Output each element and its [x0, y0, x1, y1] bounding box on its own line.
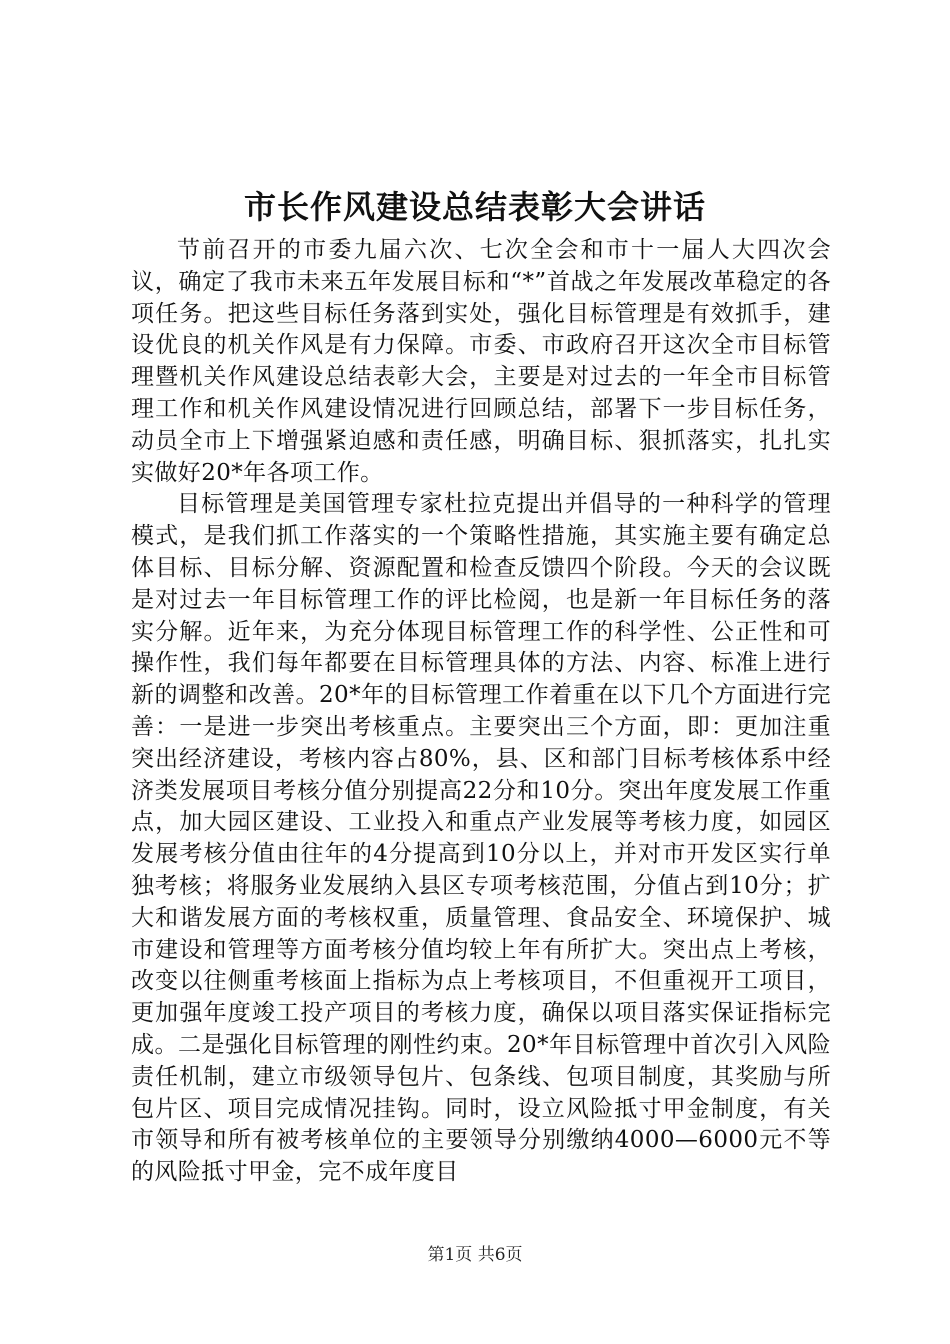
paragraph-1: 节前召开的市委九届六次、七次全会和市十一届人大四次会议，确定了我市未来五年发展目标和“*”首战之年发展改革稳定的各项任务。把这些目标任务落到实处，强化目标管理是有效抓手，建设优良的机关作风是有力保障。市委、市政府召开这次全市目标管理暨机关作风建设总结表彰大会，主要是对过去的一年全市目标管理工作和机关作风建设情况进行回顾总结，部署下一步目标任务，动员全市上下增强紧迫感和责任感，明确目标、狠抓落实，扎扎实实做好20*年各项工作。	[131, 237, 831, 486]
page-number: 第1页 共6页	[427, 1245, 523, 1265]
paragraph-2: 目标管理是美国管理专家杜拉克提出并倡导的一种科学的管理模式，是我们抓工作落实的一个策略性措施，其实施主要有确定总体目标、目标分解、资源配置和检查反馈四个阶段。今天的会议既是对过去一年目标管理工作的评比检阅，也是新一年目标任务的落实分解。近年来，为充分体现目标管理工作的科学性、公正性和可操作性，我们每年都要在目标管理具体的方法、内容、标准上进行新的调整和改善。20*年的目标管理工作着重在以下几个方面进行完善：一是进一步突出考核重点。主要突出三个方面，即：更加注重突出经济建设，考核内容占80%，县、区和部门目标考核体系中经济类发展项目考核分值分别提高22分和10分。突出年度发展工作重点，加大园区建设、工业投入和重点产业发展等考核力度，如园区发展考核分值由往年的4分提高到10分以上，并对市开发区实行单独考核；将服务业发展纳入县区专项考核范围，分值占到10分；扩大和谐发展方面的考核权重，质量管理、食品安全、环境保护、城市建设和管理等方面考核分值均较上年有所扩大。突出点上考核，改变以往侧重考核面上指标为点上考核项目，不但重视开工项目，更加强年度竣工投产项目的考核力度，确保以项目落实保证指标完成。二是强化目标管理的刚性约束。20*年目标管理中首次引入风险责任机制，建立市级领导包片、包条线、包项目制度，其奖励与所包片区、项目完成情况挂钩。同时，设立风险抵寸甲金制度，有关市领导和所有被考核单位的主要领导分别缴纳4000—6000元不等的风险抵寸甲金，完不成年度目	[131, 491, 831, 1186]
document-body	[131, 235, 831, 1189]
document-title: 市长作风建设总结表彰大会讲话	[243, 188, 706, 226]
